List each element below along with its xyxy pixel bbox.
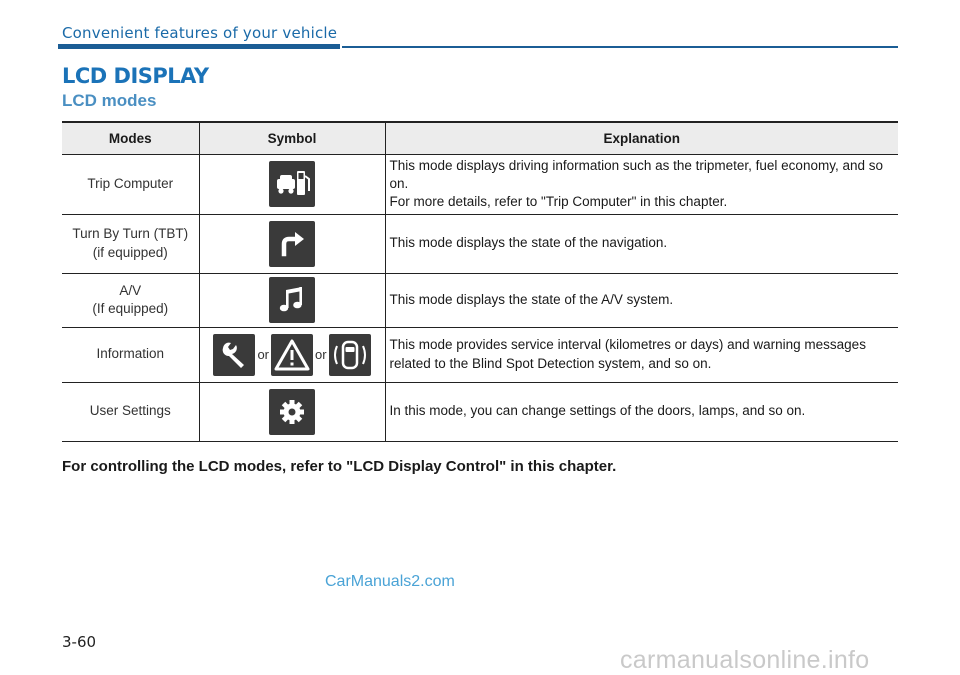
explanation-cell: [385, 273, 898, 327]
symbol-cell: [199, 273, 385, 327]
explanation-cell: [385, 327, 898, 382]
lcd-modes-table: [62, 121, 898, 442]
header-rule-thin: [342, 46, 898, 48]
or-label: or: [315, 347, 327, 362]
music-note-icon: [269, 277, 315, 323]
explanation-text: This mode displays the state of the navigation.: [389, 235, 668, 251]
explanation-cell: [385, 154, 898, 214]
mode-label: A/V: [119, 282, 142, 298]
symbol-cell: [199, 382, 385, 441]
header-rule-thick: [58, 44, 340, 49]
mode-cell: [62, 214, 199, 273]
explanation-cell: [385, 214, 898, 273]
mode-label: Trip Computer: [87, 175, 174, 191]
mode-label: Turn By Turn (TBT): [72, 226, 189, 242]
column-header-symbol: Symbol: [199, 122, 385, 154]
column-header-modes: Modes: [62, 122, 199, 154]
wrench-icon: [213, 334, 255, 376]
mode-cell: [62, 154, 199, 214]
blind-spot-car-icon: [329, 334, 371, 376]
or-label: or: [257, 347, 269, 362]
explanation-text: In this mode, you can change settings of the doors, lamps, and so on.: [389, 403, 806, 419]
mode-cell: [62, 273, 199, 327]
site-watermark: carmanualsonline.info: [620, 646, 870, 674]
page-number: 3-60: [62, 633, 97, 651]
footnote: For controlling the LCD modes, refer to "LCD Display Control" in this chapter.: [62, 458, 617, 475]
mode-cell: [62, 382, 199, 441]
mode-note: (If equipped): [92, 301, 169, 316]
gear-icon: [269, 389, 315, 435]
symbol-cell: [199, 327, 385, 382]
page-subtitle: LCD modes: [62, 91, 157, 110]
mode-label: Information: [96, 346, 165, 362]
trip-computer-icon: [269, 161, 315, 207]
turn-arrow-icon: [269, 221, 315, 267]
mode-note: (if equipped): [92, 244, 168, 260]
page-title: LCD DISPLAY: [62, 64, 209, 88]
explanation-text: This mode provides service interval (kilometres or days) and warning messages related to the Blind Spot Detection system, and so on.: [389, 337, 866, 371]
explanation-text: For more details, refer to "Trip Computer" in this chapter.: [389, 194, 728, 210]
table-header-row: [62, 122, 898, 154]
table-row: [62, 382, 898, 441]
section-heading: Convenient features of your vehicle: [62, 24, 338, 42]
explanation-text: This mode displays driving information such as the tripmeter, fuel economy, and so on.: [389, 157, 883, 191]
column-header-explanation: Explanation: [385, 122, 898, 154]
table-row: [62, 273, 898, 327]
table-row: [62, 154, 898, 214]
table-row: [62, 214, 898, 273]
explanation-cell: [385, 382, 898, 441]
symbol-cell: [199, 214, 385, 273]
table-row: [62, 327, 898, 382]
explanation-text: This mode displays the state of the A/V system.: [389, 291, 674, 307]
watermark: CarManuals2.com: [325, 573, 455, 590]
symbol-cell: [199, 154, 385, 214]
mode-label: User Settings: [89, 403, 171, 419]
warning-triangle-icon: [271, 334, 313, 376]
mode-cell: [62, 327, 199, 382]
